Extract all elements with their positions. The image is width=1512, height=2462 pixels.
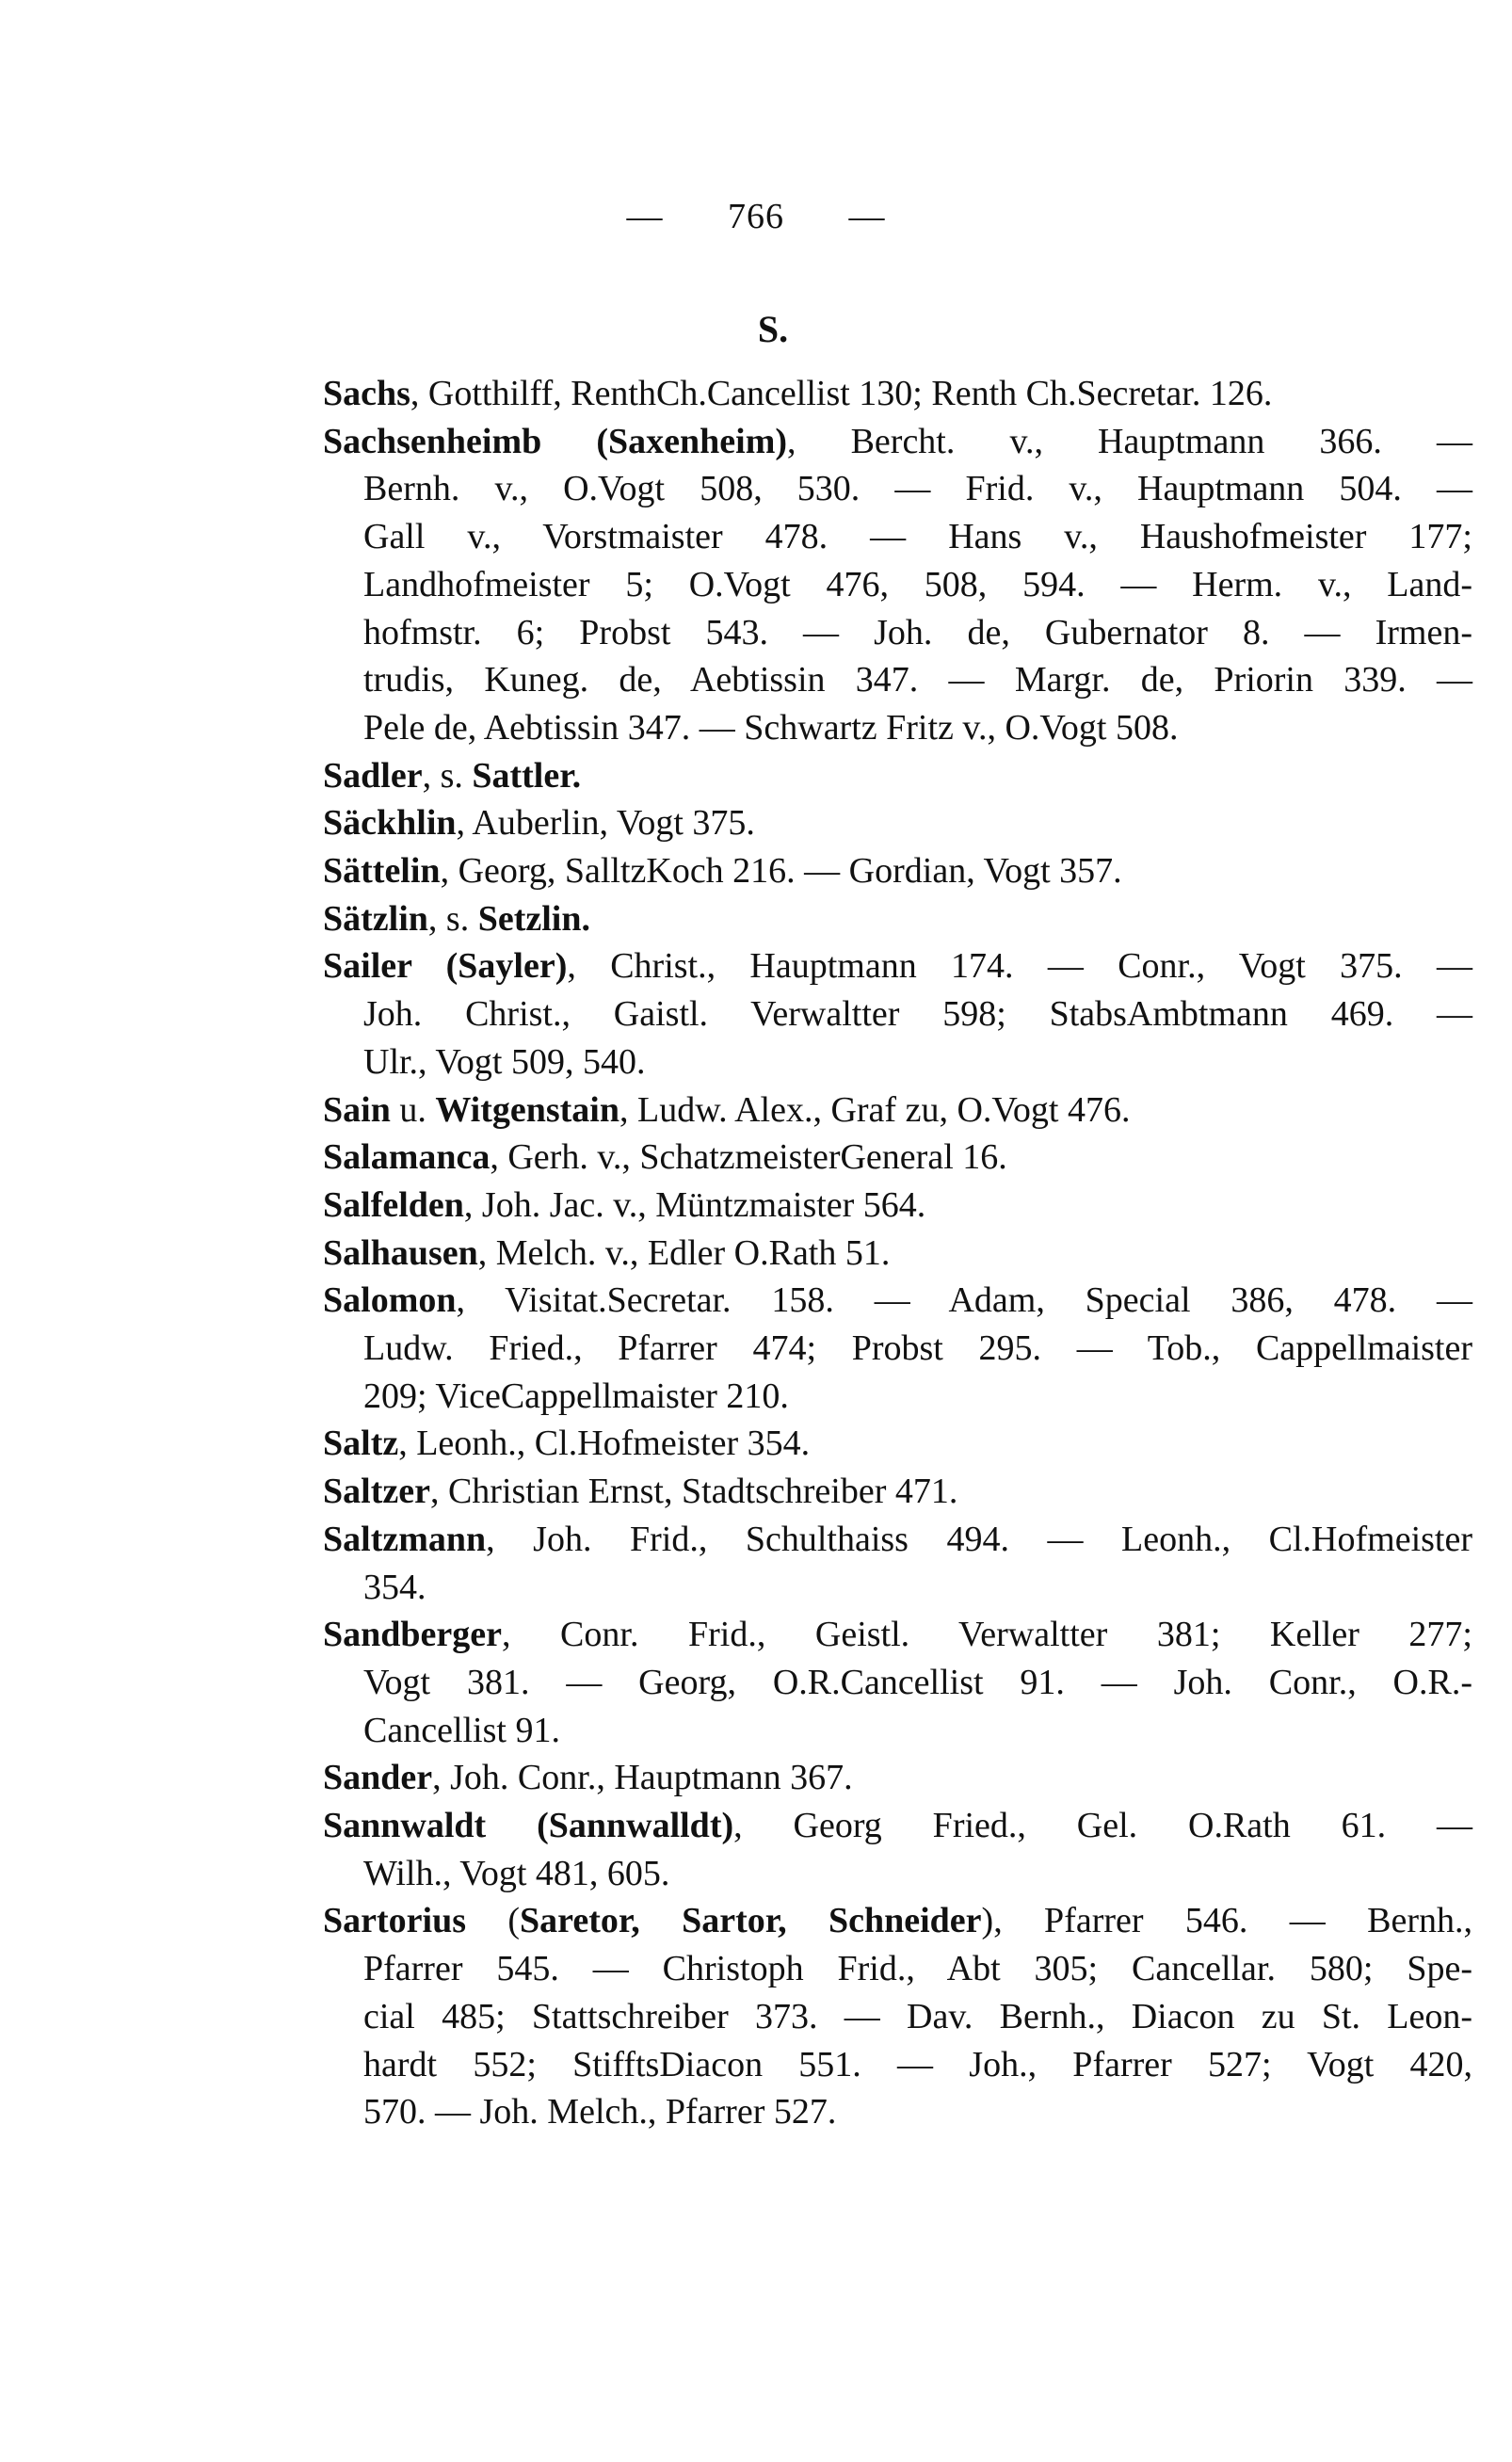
entry-surname: Sätzlin <box>323 898 428 939</box>
index-entry-continuation <box>363 561 1472 608</box>
entry-text: , Bercht. v., Hauptmann 366. — <box>787 421 1472 461</box>
entry-surname: Salhausen <box>323 1232 478 1273</box>
entry-text: , Visitat.Secretar. 158. — Adam, Special 386, 478. — <box>456 1280 1472 1321</box>
entry-text: u. <box>390 1089 436 1130</box>
section-heading: S. <box>757 308 789 350</box>
entry-surname: Salomon <box>323 1280 457 1321</box>
entry-surname: Sander <box>323 1758 433 1798</box>
index-entry-continuation <box>363 1707 1472 1754</box>
entry-text: cial 485; Stattschreiber 373. — Dav. Bernh., Diacon zu St. Leon- <box>363 1996 1472 2036</box>
entry-text: Pele de, Aebtissin 347. — Schwartz Fritz v., O.Vogt 508. <box>363 707 1179 748</box>
entry-text: 354. <box>363 1567 426 1607</box>
entry-surname: Sandberger <box>323 1615 502 1655</box>
entry-text: ), Pfarrer 546. — Bernh., <box>981 1901 1472 1941</box>
index-entry-headline <box>323 942 1472 990</box>
entry-text: Bernh. v., O.Vogt 508, 530. — Frid. v., Hauptmann 504. — <box>363 469 1472 509</box>
index-entry-headline <box>323 1611 1472 1658</box>
entry-text: , Gotthilff, RenthCh.Cancellist 130; Renth Ch.Secretar. 126. <box>410 374 1273 413</box>
entry-text: , Conr. Frid., Geistl. Verwaltter 381; Keller 277; <box>502 1615 1472 1655</box>
entry-text: Ulr., Vogt 509, 540. <box>363 1041 646 1082</box>
index-entry-headline <box>323 1516 1472 1563</box>
index-entry-headline <box>323 1086 1472 1134</box>
entry-surname: Setzlin. <box>477 898 590 939</box>
entry-surname: Sartorius <box>323 1901 466 1941</box>
entry-text: , Georg, SalltzKoch 216. — Gordian, Vogt 357. <box>440 851 1122 891</box>
entry-text: Joh. Christ., Gaistl. Verwaltter 598; StabsAmbtmann 469. — <box>363 994 1472 1035</box>
index-entry-headline <box>323 799 1472 846</box>
index-entry-headline <box>323 1468 1472 1515</box>
entry-text: , Melch. v., Edler O.Rath 51. <box>477 1232 891 1273</box>
entry-text: hardt 552; StifftsDiacon 551. — Joh., Pfarrer 527; Vogt 420, <box>363 2044 1472 2084</box>
entry-text: , Joh. Jac. v., Müntzmaister 564. <box>463 1184 926 1225</box>
index-entry-headline <box>323 1134 1472 1181</box>
index-entry-continuation <box>363 1659 1472 1706</box>
entry-text: , Joh. Conr., Hauptmann 367. <box>432 1758 853 1798</box>
index-entry-continuation <box>363 513 1472 560</box>
index-entry-headline <box>323 847 1472 894</box>
index-entry-continuation <box>363 1993 1472 2040</box>
index-entry-headline <box>323 1897 1472 1944</box>
entry-surname: Sailer (Sayler) <box>323 946 568 987</box>
index-entry-continuation <box>363 2088 1472 2135</box>
index-entry-headline <box>323 1754 1472 1801</box>
index-entry-headline <box>323 1182 1472 1229</box>
page-number-dash-right: — <box>848 197 886 236</box>
index-entry-headline <box>323 1277 1472 1324</box>
page-number-value: 766 <box>728 197 784 236</box>
entry-text: , Joh. Frid., Schulthaiss 494. — Leonh., Cl.Hofmeister <box>486 1519 1472 1559</box>
index-entry-continuation <box>363 1945 1472 1992</box>
index-entry-headline <box>323 1802 1472 1849</box>
entry-text: Vogt 381. — Georg, O.R.Cancellist 91. — Joh. Conr., O.R.- <box>363 1662 1472 1702</box>
entry-text: 570. — Joh. Melch., Pfarrer 527. <box>363 2092 837 2132</box>
entry-text: ( <box>466 1901 521 1941</box>
entry-surname: Sain <box>323 1089 391 1130</box>
entry-surname: Saltzer <box>323 1472 430 1512</box>
entry-surname: Saltzmann <box>323 1519 487 1559</box>
entry-surname: Salfelden <box>323 1184 464 1225</box>
entry-text: , s. <box>422 755 473 796</box>
entry-text: Gall v., Vorstmaister 478. — Hans v., Haushofmeister 177; <box>363 517 1472 557</box>
entry-text: , Ludw. Alex., Graf zu, O.Vogt 476. <box>619 1089 1131 1130</box>
entry-surname: Sannwaldt (Sannwalldt) <box>323 1806 734 1845</box>
entry-text: , Auberlin, Vogt 375. <box>456 803 755 844</box>
entry-surname: Säckhlin <box>323 803 457 844</box>
entry-text: , Christ., Hauptmann 174. — Conr., Vogt 375. — <box>567 946 1472 987</box>
index-entry-headline <box>323 895 1472 942</box>
entry-text: trudis, Kuneg. de, Aebtissin 347. — Margr. de, Priorin 339. — <box>363 660 1472 700</box>
index-entry-headline <box>323 418 1472 465</box>
entry-text: , s. <box>427 898 478 939</box>
page-number <box>0 196 1512 237</box>
entry-text: hofmstr. 6; Probst 543. — Joh. de, Gubernator 8. — Irmen- <box>363 612 1472 652</box>
entry-surname: Saretor, Sartor, Schneider <box>520 1901 982 1941</box>
index-entry-continuation <box>363 656 1472 703</box>
entry-surname: Sachs <box>323 374 410 413</box>
index-entry-headline <box>323 1230 1472 1277</box>
index-entry-continuation <box>363 1564 1472 1611</box>
index-entry-continuation <box>363 990 1472 1038</box>
index-entry-headline <box>323 1420 1472 1467</box>
entry-surname: Salamanca <box>323 1137 491 1178</box>
index-entry-headline <box>323 370 1472 417</box>
entry-surname: Saltz <box>323 1424 399 1464</box>
entry-text: Cancellist 91. <box>363 1710 560 1750</box>
index-entry-continuation <box>363 1038 1472 1086</box>
index-entry-continuation <box>363 609 1472 656</box>
index-entry-continuation <box>363 704 1472 751</box>
entry-surname: Sachsenheimb (Saxenheim) <box>323 421 787 461</box>
entry-surname: Witgenstain <box>435 1089 619 1130</box>
entry-text: , Gerh. v., SchatzmeisterGeneral 16. <box>490 1137 1007 1178</box>
entry-text: , Georg Fried., Gel. O.Rath 61. — <box>733 1806 1472 1845</box>
entry-text: Ludw. Fried., Pfarrer 474; Probst 295. — Tob., Cappellmaister <box>363 1328 1472 1368</box>
entry-text: Wilh., Vogt 481, 605. <box>363 1853 670 1893</box>
entry-surname: Sättelin <box>323 851 441 891</box>
index-entry-headline <box>323 752 1472 799</box>
entry-text: , Christian Ernst, Stadtschreiber 471. <box>429 1472 958 1512</box>
index-entry-continuation <box>363 2041 1472 2088</box>
index-entry-continuation <box>363 465 1472 512</box>
entry-text: , Leonh., Cl.Hofmeister 354. <box>398 1424 811 1464</box>
entry-surname: Sattler. <box>472 755 582 796</box>
page-number-dash-left: — <box>626 197 664 236</box>
entry-text: Landhofmeister 5; O.Vogt 476, 508, 594. — Herm. v., Land- <box>363 564 1472 604</box>
index-entry-continuation <box>363 1850 1472 1897</box>
index-entry-continuation <box>363 1373 1472 1420</box>
entry-surname: Sadler <box>323 755 423 796</box>
index-entry-continuation <box>363 1325 1472 1372</box>
entry-text: 209; ViceCappellmaister 210. <box>363 1376 789 1416</box>
entry-text: Pfarrer 545. — Christoph Frid., Abt 305; Cancellar. 580; Spe- <box>363 1949 1472 1989</box>
